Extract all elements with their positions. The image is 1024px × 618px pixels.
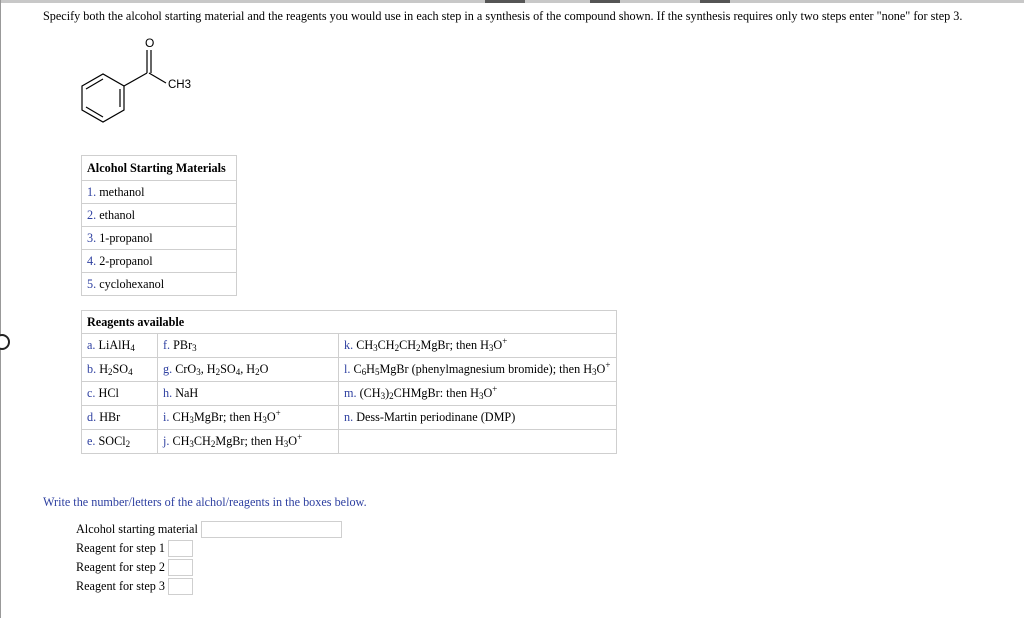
reagent-text: NaH [175, 386, 199, 400]
ring-carbonyl-bond [124, 73, 147, 86]
target-molecule-structure [70, 34, 220, 134]
step3-field-label: Reagent for step 3 [76, 579, 166, 593]
reagent-text: HCl [98, 386, 119, 400]
reagent-cell [82, 406, 158, 430]
reagents-available-table [81, 310, 617, 454]
alcohol-name: ethanol [96, 207, 136, 222]
step2-field-row [76, 558, 193, 577]
reagent-text: $H_2SO_4$ [99, 362, 133, 377]
reagent-step2-input[interactable] [168, 559, 193, 576]
reagent-row [82, 382, 617, 406]
step1-field-row [76, 539, 193, 558]
reagent-row [82, 358, 617, 382]
step2-field-label: Reagent for step 2 [76, 560, 166, 574]
reagent-text: $CH_3CH_2MgBr$; then $H_3O^+$ [172, 432, 303, 449]
reagent-cell [339, 358, 617, 382]
alcohol-starting-material-input[interactable] [201, 521, 342, 538]
reagent-key: h. [163, 386, 173, 400]
reagent-key: k. [344, 338, 354, 352]
methyl-label: CH3 [168, 79, 192, 91]
alcohol-name: 1-propanol [96, 230, 153, 245]
alcohol-field-label: Alcohol starting material [76, 522, 198, 536]
reagent-cell [82, 430, 158, 454]
benzene-ring [82, 74, 124, 122]
alcohol-key: 5. [87, 276, 97, 291]
alcohol-table-header: Alcohol Starting Materials [82, 156, 237, 181]
reagent-key: d. [87, 410, 97, 424]
oxygen-label: O [145, 36, 155, 50]
alcohol-starting-materials-table [81, 155, 237, 296]
step3-field-row [76, 577, 193, 596]
reagent-text: $(CH_3)_2CHMgBr$: then $H_3O^+$ [359, 384, 498, 401]
reagent-cell [339, 382, 617, 406]
reagent-row [82, 406, 617, 430]
reagent-cell [339, 334, 617, 358]
alcohol-name: 2-propanol [96, 253, 153, 268]
alcohol-cell [82, 250, 237, 273]
alcohol-row [82, 204, 237, 227]
reagent-key: n. [344, 410, 354, 424]
reagent-cell [82, 334, 158, 358]
alcohol-cell [82, 227, 237, 250]
reagent-text: PBr$_3$ [173, 338, 197, 353]
reagent-text: $CH_3CH_2CH_2MgBr$; then $H_3O^+$ [356, 336, 508, 353]
reagent-text: CrO$_3$, $H_2SO_4$, $H_2O$ [175, 362, 269, 377]
methyl-bond [149, 73, 166, 83]
reagent-key: g. [163, 362, 173, 376]
reagent-key: b. [87, 362, 97, 376]
reagent-text: $CH_3MgBr$; then $H_3O^+$ [172, 408, 281, 425]
alcohol-row [82, 250, 237, 273]
alcohol-key: 2. [87, 207, 97, 222]
question-text: Specify both the alcohol starting material and the reagents you would use in each step in a synthesis of the compound shown. If the synthesis requires only two steps enter "none" for step 3. [43, 9, 963, 23]
alcohol-row [82, 227, 237, 250]
reagent-text: HBr [99, 410, 121, 424]
reagent-text: $C_6H_5MgBr$ (phenylmagnesium bromide); then $H_3O^+$ [353, 360, 611, 377]
reagent-cell [158, 334, 339, 358]
reagent-cell [158, 382, 339, 406]
reagent-row [82, 334, 617, 358]
reagent-cell [339, 430, 617, 454]
reagent-text: Dess-Martin periodinane (DMP) [356, 410, 516, 424]
reagent-step3-input[interactable] [168, 578, 193, 595]
reagent-step1-input[interactable] [168, 540, 193, 557]
alcohol-field-row [76, 520, 342, 539]
alcohol-row [82, 181, 237, 204]
top-progress-bar [0, 0, 1024, 3]
reagent-key: j. [163, 434, 170, 448]
back-arrow-icon[interactable] [0, 334, 10, 350]
reagent-key: a. [87, 338, 96, 352]
reagent-key: f. [163, 338, 171, 352]
instruction-text: Write the number/letters of the alchol/reagents in the boxes below. [43, 495, 367, 509]
alcohol-cell [82, 204, 237, 227]
reagent-key: i. [163, 410, 170, 424]
alcohol-cell [82, 273, 237, 296]
alcohol-cell [82, 181, 237, 204]
reagent-cell [158, 430, 339, 454]
reagent-key: m. [344, 386, 357, 400]
reagent-key: l. [344, 362, 351, 376]
reagents-table-header: Reagents available [82, 311, 617, 334]
reagent-cell [82, 382, 158, 406]
alcohol-row [82, 273, 237, 296]
reagent-key: c. [87, 386, 96, 400]
reagent-text: LiAlH$_4$ [98, 338, 135, 353]
reagent-cell [339, 406, 617, 430]
step1-field-label: Reagent for step 1 [76, 541, 166, 555]
alcohol-name: cyclohexanol [96, 276, 165, 291]
alcohol-key: 1. [87, 184, 97, 199]
alcohol-key: 4. [87, 253, 97, 268]
reagent-cell [82, 358, 158, 382]
reagent-key: e. [87, 434, 96, 448]
alcohol-key: 3. [87, 230, 97, 245]
reagent-row [82, 430, 617, 454]
reagent-cell [158, 358, 339, 382]
alcohol-name: methanol [96, 184, 145, 199]
left-edge [0, 0, 1, 618]
reagent-cell [158, 406, 339, 430]
reagent-text: SOCl$_2$ [98, 434, 131, 449]
